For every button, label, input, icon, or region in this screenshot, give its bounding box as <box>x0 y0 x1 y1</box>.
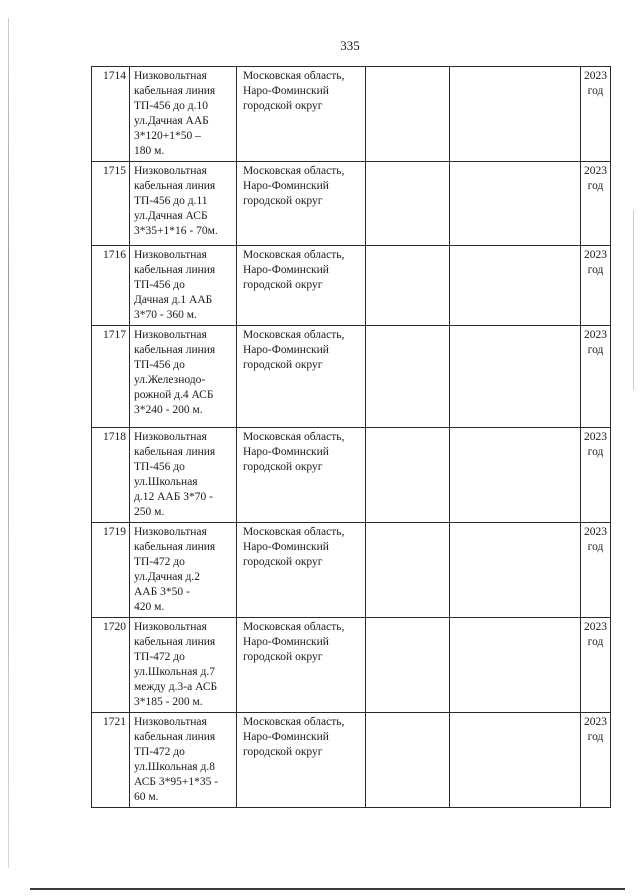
row-number-cell: 1719 <box>92 523 130 618</box>
empty-cell <box>366 326 450 428</box>
description-cell: Низковольтная кабельная линия ТП-456 до ул.Железнодо- рожной д.4 АСБ 3*240 - 200 м. <box>130 326 237 428</box>
location-cell: Московская область, Наро-Фоминский городской округ <box>237 618 366 713</box>
year-cell: 2023 год <box>581 162 611 246</box>
location-cell: Московская область, Наро-Фоминский городской округ <box>237 428 366 523</box>
table-row <box>92 713 611 808</box>
row-number-cell: 1717 <box>92 326 130 428</box>
year-cell: 2023 год <box>581 713 611 808</box>
empty-cell <box>450 67 581 162</box>
scan-bottom-edge <box>30 888 625 890</box>
empty-cell <box>450 246 581 326</box>
description-cell: Низковольтная кабельная линия ТП-456 до Дачная д.1 ААБ 3*70 - 360 м. <box>130 246 237 326</box>
row-number-cell: 1718 <box>92 428 130 523</box>
year-cell: 2023 год <box>581 523 611 618</box>
description-cell: Низковольтная кабельная линия ТП-472 до ул.Школьная д.7 между д.3-а АСБ 3*185 - 200 м. <box>130 618 237 713</box>
description-cell: Низковольтная кабельная линия ТП-456 до д.11 ул.Дачная АСБ 3*35+1*16 - 70м. <box>130 162 237 246</box>
empty-cell <box>450 326 581 428</box>
table-row <box>92 162 611 246</box>
empty-cell <box>366 713 450 808</box>
year-cell: 2023 год <box>581 428 611 523</box>
year-cell: 2023 год <box>581 246 611 326</box>
empty-cell <box>450 523 581 618</box>
registry-table <box>91 66 611 808</box>
location-cell: Московская область, Наро-Фоминский городской округ <box>237 162 366 246</box>
table-row <box>92 67 611 162</box>
empty-cell <box>450 618 581 713</box>
empty-cell <box>366 246 450 326</box>
empty-cell <box>450 713 581 808</box>
description-cell: Низковольтная кабельная линия ТП-456 до ул.Школьная д.12 ААБ 3*70 - 250 м. <box>130 428 237 523</box>
row-number-cell: 1714 <box>92 67 130 162</box>
table-row <box>92 618 611 713</box>
location-cell: Московская область, Наро-Фоминский городской округ <box>237 523 366 618</box>
year-cell: 2023 год <box>581 326 611 428</box>
location-cell: Московская область, Наро-Фоминский городской округ <box>237 326 366 428</box>
row-number-cell: 1716 <box>92 246 130 326</box>
empty-cell <box>366 618 450 713</box>
location-cell: Московская область, Наро-Фоминский городской округ <box>237 246 366 326</box>
location-cell: Московская область, Наро-Фоминский городской округ <box>237 713 366 808</box>
empty-cell <box>450 428 581 523</box>
page-number: 335 <box>340 38 360 53</box>
table-row <box>92 428 611 523</box>
empty-cell <box>366 428 450 523</box>
description-cell: Низковольтная кабельная линия ТП-472 до ул.Дачная д.2 ААБ 3*50 - 420 м. <box>130 523 237 618</box>
empty-cell <box>366 523 450 618</box>
description-cell: Низковольтная кабельная линия ТП-472 до ул.Школьная д.8 АСБ 3*95+1*35 - 60 м. <box>130 713 237 808</box>
table-body <box>92 67 611 808</box>
table-row <box>92 326 611 428</box>
row-number-cell: 1721 <box>92 713 130 808</box>
table-row <box>92 523 611 618</box>
empty-cell <box>366 162 450 246</box>
row-number-cell: 1715 <box>92 162 130 246</box>
year-cell: 2023 год <box>581 618 611 713</box>
empty-cell <box>450 162 581 246</box>
scan-left-edge <box>8 18 9 868</box>
scan-right-edge <box>633 210 634 390</box>
row-number-cell: 1720 <box>92 618 130 713</box>
table-row <box>92 246 611 326</box>
description-cell: Низковольтная кабельная линия ТП-456 до д.10 ул.Дачная ААБ 3*120+1*50 – 180 м. <box>130 67 237 162</box>
year-cell: 2023 год <box>581 67 611 162</box>
location-cell: Московская область, Наро-Фоминский городской округ <box>237 67 366 162</box>
empty-cell <box>366 67 450 162</box>
